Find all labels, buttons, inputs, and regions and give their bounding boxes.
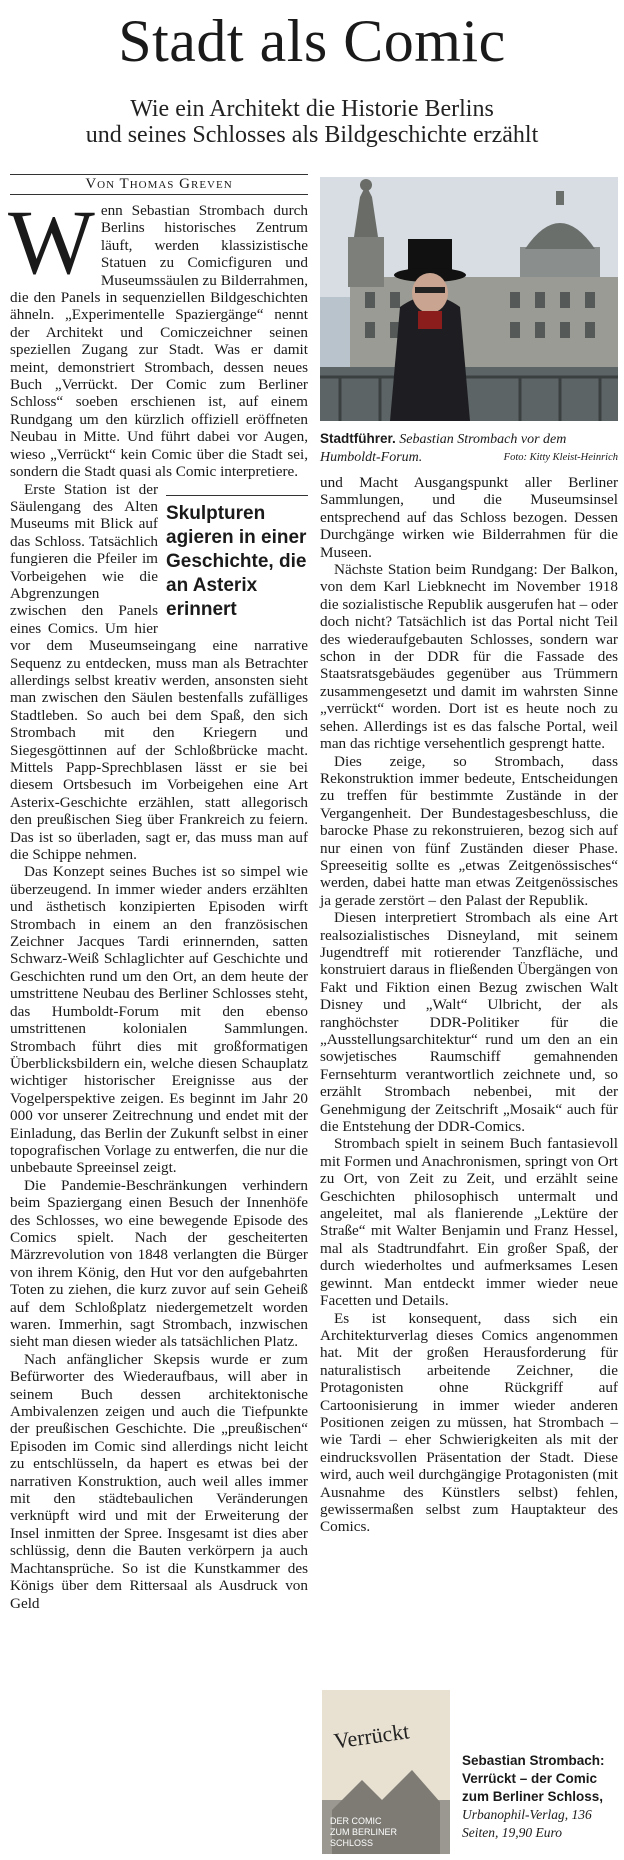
paragraph: Es ist konsequent, dass sich ein Architekturverlag dieses Comics angenommen hat. Mit der großen Herausforderung für naturalistisch arbeitende Zeichner, die Protagonisten ohne Rückgriff auf Cartoonisierung in immer wieder anderen Positionen zeigen zu müssen, hat Strombach – wie Tardi – eher Schwierigkeiten als mit der eindrucksvollen Präsentation der Stadt. Diese wird, auch weil durchgängige Protagonisten (mit Ausnahme des Künstlers selbst) fehlen, gewissermaßen selbst zum Hauptakteur des Comics. xyxy=(320,1309,618,1536)
subheadline-line-1: Wie ein Architekt die Historie Berlins xyxy=(130,96,494,122)
paragraph: Strombach spielt in seinem Buch fantasievoll mit Formen und Anachronismen, springt von Ort zu Ort, von Zeit zu Zeit, und erzählt seine Geschichten philosophisch untermalt und angeleitet, mal als flanierende „Lektüre der Straße“ mit Walter Benjamin und Franz Hessel, mal als Stadtrundfahrt. Ein großer Spaß, der durch wiederholtes und aufmerksames Lesen gewinnt. Man entdeckt immer wieder neue Facetten und Details. xyxy=(320,1135,618,1310)
book-cover xyxy=(322,1690,450,1854)
paragraph: Diesen interpretiert Strombach als eine Art realsozialistisches Disneyland, mit seinem Jugendtreff mit rotierender Tanzfläche, und konstruiert daraus in fließenden Übergängen von Fakt und Fiktion einen Bezug zwischen Walt Disney und „Walt“ Ulbricht, der als ranghöchster DDR-Politiker für die „Ausstellungsarchitektur“ rund um den an ein sowjetisches Raumschiff gemahnenden Fernsehturm verantwortlich zeichnete und, so erzählt Strombach nebenbei, mit der Genehmigung der Zeitschrift „Mosaik“ auch für die Entstehung der DDR-Comics. xyxy=(320,909,618,1136)
subheadline-line-2: und seines Schlosses als Bildgeschichte erzählt xyxy=(85,122,539,148)
book-caption-publisher: Urbanophil-Verlag, 136 Seiten, 19,90 Euro xyxy=(462,1807,592,1840)
paragraph: Skulpturen agieren in einer Geschichte, die an Asterix erinnert Erste Station ist der Säulengang des Alten Museums mit Blick auf das Schloss. Tatsächlich fungieren die Pfeiler im Vorbeigehen wie die Abgrenzungen zwischen den Panels eines Comics. Um hier vor dem Museumseingang eine narrative Sequenz zu entdecken, muss man als Betrachter allerdings selbst kreativ werden, ansonsten sieht man zwischen den Säulen bestenfalls zufälliges Stadtleben. So auch bei dem Spaß, den sich Strombach mit den Kriegern und Siegesgöttinnen auf der Schloßbrücke macht. Mittels Papp-Sprechblasen lässt er sie bei diesem Ortsbesuch im Vorbeigehen eine Art Asterix-Geschichte erzählen, statt allegorisch den preußischen Sieg über Frankreich zu feiern. Das ist so überladen, sagt er, das muss man auf die Schippe nehmen. xyxy=(10,480,308,864)
byline: Von Thomas Greven xyxy=(85,176,233,192)
book-caption xyxy=(462,1752,622,1842)
photo-credit: Foto: Kitty Kleist-Heinrich xyxy=(503,452,618,463)
paragraph: Das Konzept seines Buches ist so simpel wie überzeugend. In immer wieder anders erzählten und ästhetisch konzipierten Episoden wirft Strombach in einem an den französischen Zeichner Jacques Tardi erinnernden, satten Schwarz-Weiß Schlaglichter auf Geschichte und Geschichten rund um den Ort, an dem heute der umstrittene Neubau des Berliner Schlosses steht, das Humboldt-Forum mit den ebenso umstrittenen kolonialen Sammlungen. Strombach führt dies mit großformatigen Überblicksbildern ein, welche diesen Schauplatz wichtiger historischer Ereignisse aus der Vogelperspektive zeigen. Es beginnt im Jahr 20 000 vor unserer Zeitrechnung und endet mit der Einladung, das Berlin der Zukunft selbst in einer topografischen Vorlage zu entwerfen, die nur die unbebaute Spreeinsel zeigt. xyxy=(10,863,308,1177)
book-cover-subtitle-line-2: ZUM BERLINER xyxy=(330,1827,398,1837)
photo-caption-lead: Stadtführer. xyxy=(320,431,396,446)
book-caption-title: Sebastian Strombach: Verrückt – der Comic zum Berliner Schloss, xyxy=(462,1753,605,1804)
headline: Stadt als Comic xyxy=(118,8,506,74)
book-cover-title: Verrückt xyxy=(332,1718,411,1754)
paragraph: Nächste Station beim Rundgang: Der Balkon, von dem Karl Liebknecht im November 1918 die sozialistische Republik ausgerufen hat – oder doch nicht? Tatsächlich ist das Portal nicht Teil des wiederaufgebauten Schlosses, sondern war schon in der DDR für die Fassade des Staatsratsgebäudes gegenüber aus Trümmern zusammengesetzt und damit im wahrsten Sinne „verrückt“ worden. Dort ist es heute noch zu sehen. Allerdings ist es das falsche Portal, weil man das richtige versehentlich gesprengt hatte. xyxy=(320,561,618,753)
article-column-1 xyxy=(8,191,308,1612)
pull-quote: Skulpturen agieren in einer Geschichte, die an Asterix erinnert xyxy=(166,495,308,622)
subheadline xyxy=(0,96,624,148)
book-cover-subtitle-line-3: SCHLOSS xyxy=(330,1838,374,1848)
photo-caption-text: Sebastian Strombach vor dem Humboldt-Forum. xyxy=(320,432,567,465)
paragraph: Die Pandemie-Beschränkungen verhindern beim Spaziergang einen Besuch der Innenhöfe des Schlosses, wo eine bewegende Episode des Comics spielt. Nach der gescheiterten Märzrevolution von 1848 verlangten die Bürger von ihrem König, den Hut vor den aufgebahrten Toten zu ziehen, die kurz zuvor auf sein Geheiß auf dem Schloßplatz niedergemetzelt worden waren. Immerhin, sagt Strombach, inzwischen sieht man diesen wieder als tatsächlichen Platz. xyxy=(10,1176,308,1351)
paragraph: und Macht Ausgangspunkt aller Berliner Sammlungen, und die Museumsinsel entsprechend auf das Schloss bezogen. Dessen Durchgänge wirken wie Bilderrahmen für die Museen. xyxy=(320,474,618,561)
book-cover-subtitle-line-1: DER COMIC xyxy=(330,1816,382,1826)
byline-top-rule xyxy=(10,174,308,175)
drop-cap: W xyxy=(8,191,95,293)
paragraph: Nach anfänglicher Skepsis wurde er zum Befürworter des Wiederaufbaus, will aber in seinem Buch dessen architektonische Ambivalenzen zeigen und auch die Tiefpunkte der preußischen Geschichte. Die „preußischen“ Episoden im Comic sind allerdings nicht leicht zu entschlüsseln, da hapert es etwas bei der narrativen Konstruktion, auch weil alles immer mit den städtebaulichen Veränderungen verknüpft wird und mit der Erweiterung der Insel inmitten der Spree. Insgesamt ist dies aber schlüssig, denn die Bauten verkörpern ja auch Machtansprüche. So ist die Kunstkammer des Königs über dem Rittersaal als Ausdruck von Geld xyxy=(10,1350,308,1612)
paragraph: Dies zeige, so Strombach, dass Rekonstruktion immer bedeute, Entscheidungen zu treffen für bestimmte Zustände in der Vergangenheit. Der Bundestagesbeschluss, die barocke Phase zu rekonstruieren, bezog sich auf nur einen von fünf Zuständen dieser Phase. Spreeseitig sollte es „etwas Zeitgenössisches“ werden, dabei hatte man etwas Zeitgenössisches ja gerade zerstört – den Palast der Republik. xyxy=(320,752,618,909)
photo-caption xyxy=(320,430,618,467)
author-photo xyxy=(320,177,618,421)
article-column-2 xyxy=(320,474,618,1536)
photo-image xyxy=(320,177,618,421)
paragraph: Wenn Sebastian Strombach durch Berlins historisches Zentrum läuft, werden klassizistische Statuen zu Comicfiguren und Museumssäulen zu Bilderrahmen, die den Panels in sequenziellen Bildgeschichten ähneln. „Experimentelle Spaziergänge“ nennt der Architekt und Comiczeichner seinen speziellen Zugang zur Stadt. Was er damit meint, demonstriert Strombach, dessen neues Buch „Verrückt. Der Comic zum Berliner Schloss“ soeben erschienen ist, auf einem Rundgang um den kürzlich offiziell eröffneten Neubau in Mitte. Und führt dabei vor Augen, wieso „Verrückt“ kein Comic über die Stadt sei, sondern die Stadt quasi als Comic interpretiere. xyxy=(8,191,308,481)
